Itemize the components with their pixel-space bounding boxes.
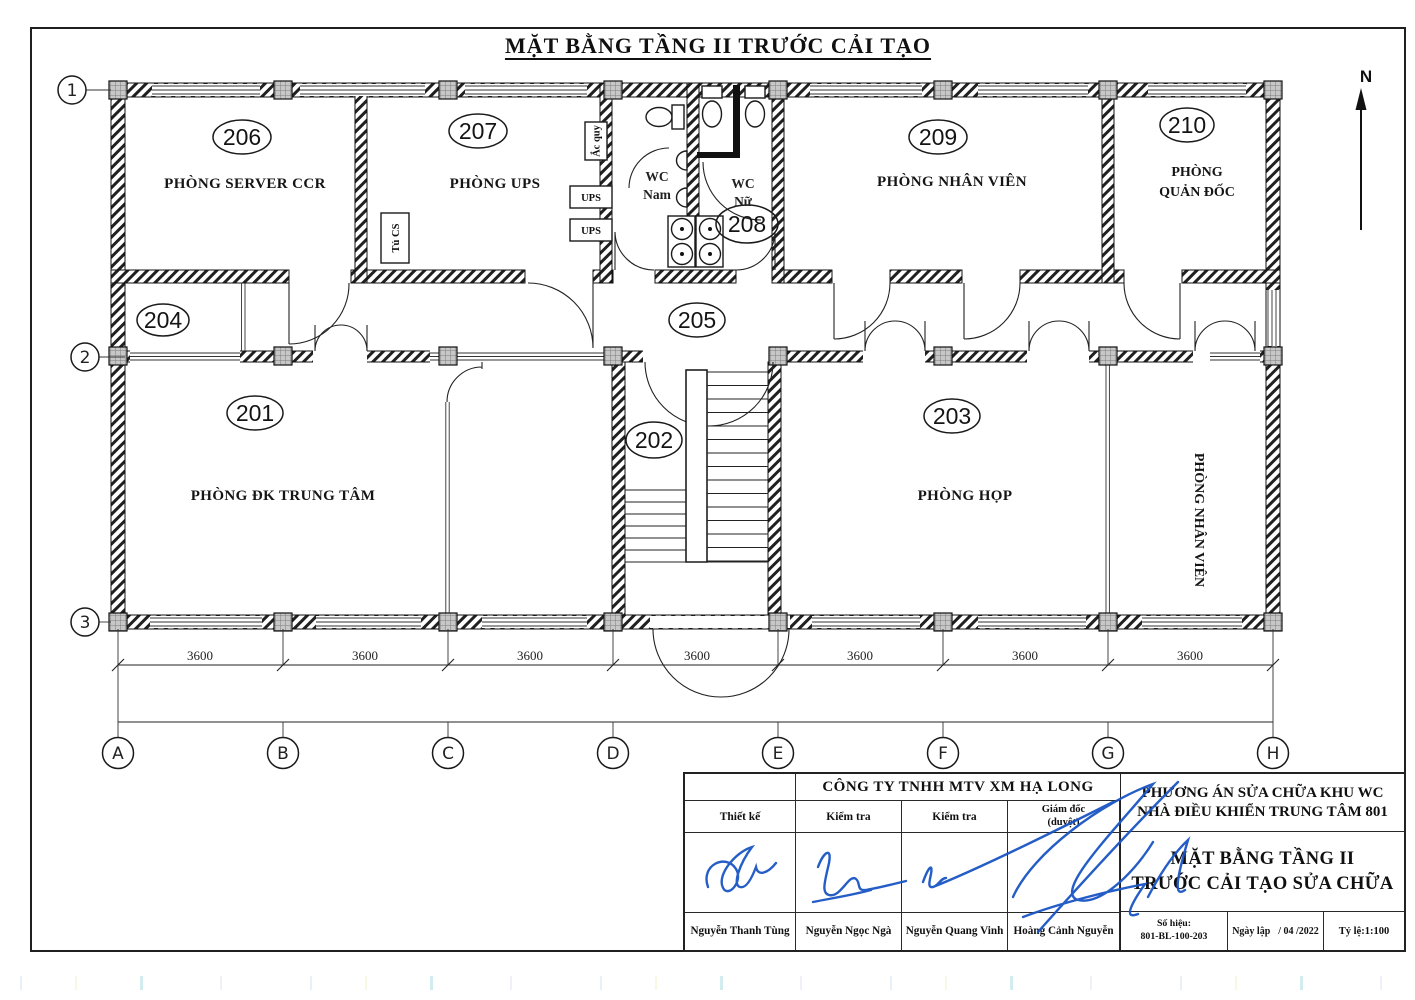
signature-cell-3 bbox=[902, 833, 1008, 913]
date-value: / 04 /2022 bbox=[1278, 925, 1319, 937]
room-number-206: 206 bbox=[222, 124, 262, 150]
drawing-name-line2: TRƯỚC CẢI TẠO SỬA CHỮA bbox=[1131, 873, 1394, 894]
room-name-203: PHÒNG HỌP bbox=[917, 488, 1013, 504]
toilet-icon bbox=[646, 108, 672, 127]
room-number-209: 209 bbox=[918, 124, 958, 150]
grid-row-2: 2 bbox=[79, 348, 91, 368]
role-giam-doc-line1: Giám đốc bbox=[1041, 804, 1086, 816]
room-number-210: 210 bbox=[1167, 112, 1207, 138]
room-number-208: 208 bbox=[727, 211, 767, 237]
room-name-209: PHÒNG NHÂN VIÊN bbox=[877, 174, 1027, 190]
role-kiem-tra-2: Kiểm tra bbox=[902, 801, 1008, 833]
light-partitions bbox=[242, 283, 1110, 615]
wc-nam-line2: Nam bbox=[643, 187, 671, 202]
wc-nam-line1: WC bbox=[645, 169, 669, 184]
dim-ef: 3600 bbox=[847, 648, 873, 663]
grid-col-h: H bbox=[1266, 744, 1280, 764]
north-arrow bbox=[1356, 67, 1373, 230]
dimension-lines bbox=[112, 629, 1279, 737]
room-name-210-line2: QUẢN ĐỐC bbox=[1159, 185, 1235, 200]
signature-cell-1 bbox=[685, 833, 796, 913]
title-block bbox=[683, 772, 1406, 952]
wc-nu-line1: WC bbox=[731, 176, 755, 191]
ac-quy-label: Ắc quy bbox=[591, 125, 603, 157]
north-label: N bbox=[1359, 67, 1373, 86]
row2-wall bbox=[125, 350, 1266, 362]
grid-col-f: F bbox=[938, 744, 948, 764]
grid-col-a: A bbox=[112, 744, 124, 764]
grid-row-1: 1 bbox=[66, 81, 78, 101]
project-title-line1: PHƯƠNG ÁN SỬA CHỮA KHU WC bbox=[1141, 784, 1384, 801]
designer-name: Nguyễn Thanh Tùng bbox=[685, 912, 796, 950]
title-block-empty-cell bbox=[685, 774, 796, 801]
drawing-name bbox=[1121, 832, 1404, 912]
title-block-right bbox=[1120, 774, 1404, 950]
room-number-202: 202 bbox=[634, 427, 674, 453]
scale-cell: Tỷ lệ:1:100 bbox=[1323, 912, 1404, 950]
sheet-number-value: 801-BL-100-203 bbox=[1140, 931, 1208, 942]
grid-col-g: G bbox=[1101, 744, 1115, 764]
toilet-icon bbox=[703, 101, 722, 127]
sheet-number-cell bbox=[1121, 912, 1227, 950]
tu-cs-label: Tủ CS bbox=[391, 223, 402, 253]
room-number-201: 201 bbox=[235, 400, 275, 426]
room-number-203: 203 bbox=[932, 403, 972, 429]
dim-fg: 3600 bbox=[1012, 648, 1038, 663]
room-number-204: 204 bbox=[143, 307, 183, 333]
date-label: Ngày lập bbox=[1232, 925, 1271, 937]
project-title bbox=[1121, 774, 1404, 832]
room-name-210-line1: PHÒNG bbox=[1171, 165, 1223, 180]
date-cell bbox=[1227, 912, 1323, 950]
room-name-207: PHÒNG UPS bbox=[449, 176, 541, 192]
interior-walls bbox=[355, 83, 1114, 615]
role-giam-doc bbox=[1008, 801, 1120, 833]
role-giam-doc-line2: (duyệt) bbox=[1047, 816, 1080, 828]
role-kiem-tra-1: Kiểm tra bbox=[796, 801, 902, 833]
company-name: CÔNG TY TNHH MTV XM HẠ LONG bbox=[796, 774, 1120, 801]
dim-bc: 3600 bbox=[352, 648, 378, 663]
checker-name-2: Nguyễn Quang Vinh bbox=[902, 912, 1008, 950]
grid-col-e: E bbox=[772, 744, 784, 764]
staircase bbox=[625, 370, 768, 562]
sheet-number-label: Số hiệu: bbox=[1156, 918, 1192, 930]
checker-name-1: Nguyễn Ngọc Ngà bbox=[796, 912, 902, 950]
grid-row-3: 3 bbox=[79, 613, 91, 633]
project-title-line2: NHÀ ĐIỀU KHIỂN TRUNG TÂM 801 bbox=[1137, 803, 1388, 820]
title-block-bottom-row bbox=[1121, 912, 1404, 950]
signature-cell-4 bbox=[1008, 833, 1120, 913]
grid-col-c: C bbox=[442, 744, 454, 764]
room-number-205: 205 bbox=[677, 307, 717, 333]
page-title: MẶT BẰNG TẦNG II TRƯỚC CẢI TẠO bbox=[504, 33, 932, 58]
wc-nu-line2: Nữ bbox=[734, 194, 752, 209]
ups-label: UPS bbox=[581, 226, 601, 237]
dim-gh: 3600 bbox=[1177, 648, 1203, 663]
grid-col-b: B bbox=[277, 744, 289, 764]
room-name-201: PHÒNG ĐK TRUNG TÂM bbox=[190, 488, 376, 504]
dim-de: 3600 bbox=[684, 648, 710, 663]
role-thiet-ke: Thiết kế bbox=[685, 801, 796, 833]
dim-ab: 3600 bbox=[187, 648, 213, 663]
urinal-icon bbox=[677, 151, 688, 170]
drawing-name-line1: MẶT BẰNG TẦNG II bbox=[1170, 848, 1355, 869]
ups-label: UPS bbox=[581, 193, 601, 204]
north-arrowhead-icon bbox=[1356, 88, 1367, 110]
room-number-207: 207 bbox=[458, 118, 498, 144]
dim-cd: 3600 bbox=[517, 648, 543, 663]
urinal-icon bbox=[677, 188, 688, 207]
signature-cell-2 bbox=[796, 833, 902, 913]
toilet-icon bbox=[746, 101, 765, 127]
room-name-staff-vertical: PHÒNG NHÂN VIÊN bbox=[1191, 452, 1206, 588]
room-name-206: PHÒNG SERVER CCR bbox=[164, 176, 326, 192]
director-name: Hoàng Cảnh Nguyễn bbox=[1008, 912, 1120, 950]
grid-col-d: D bbox=[606, 744, 620, 764]
